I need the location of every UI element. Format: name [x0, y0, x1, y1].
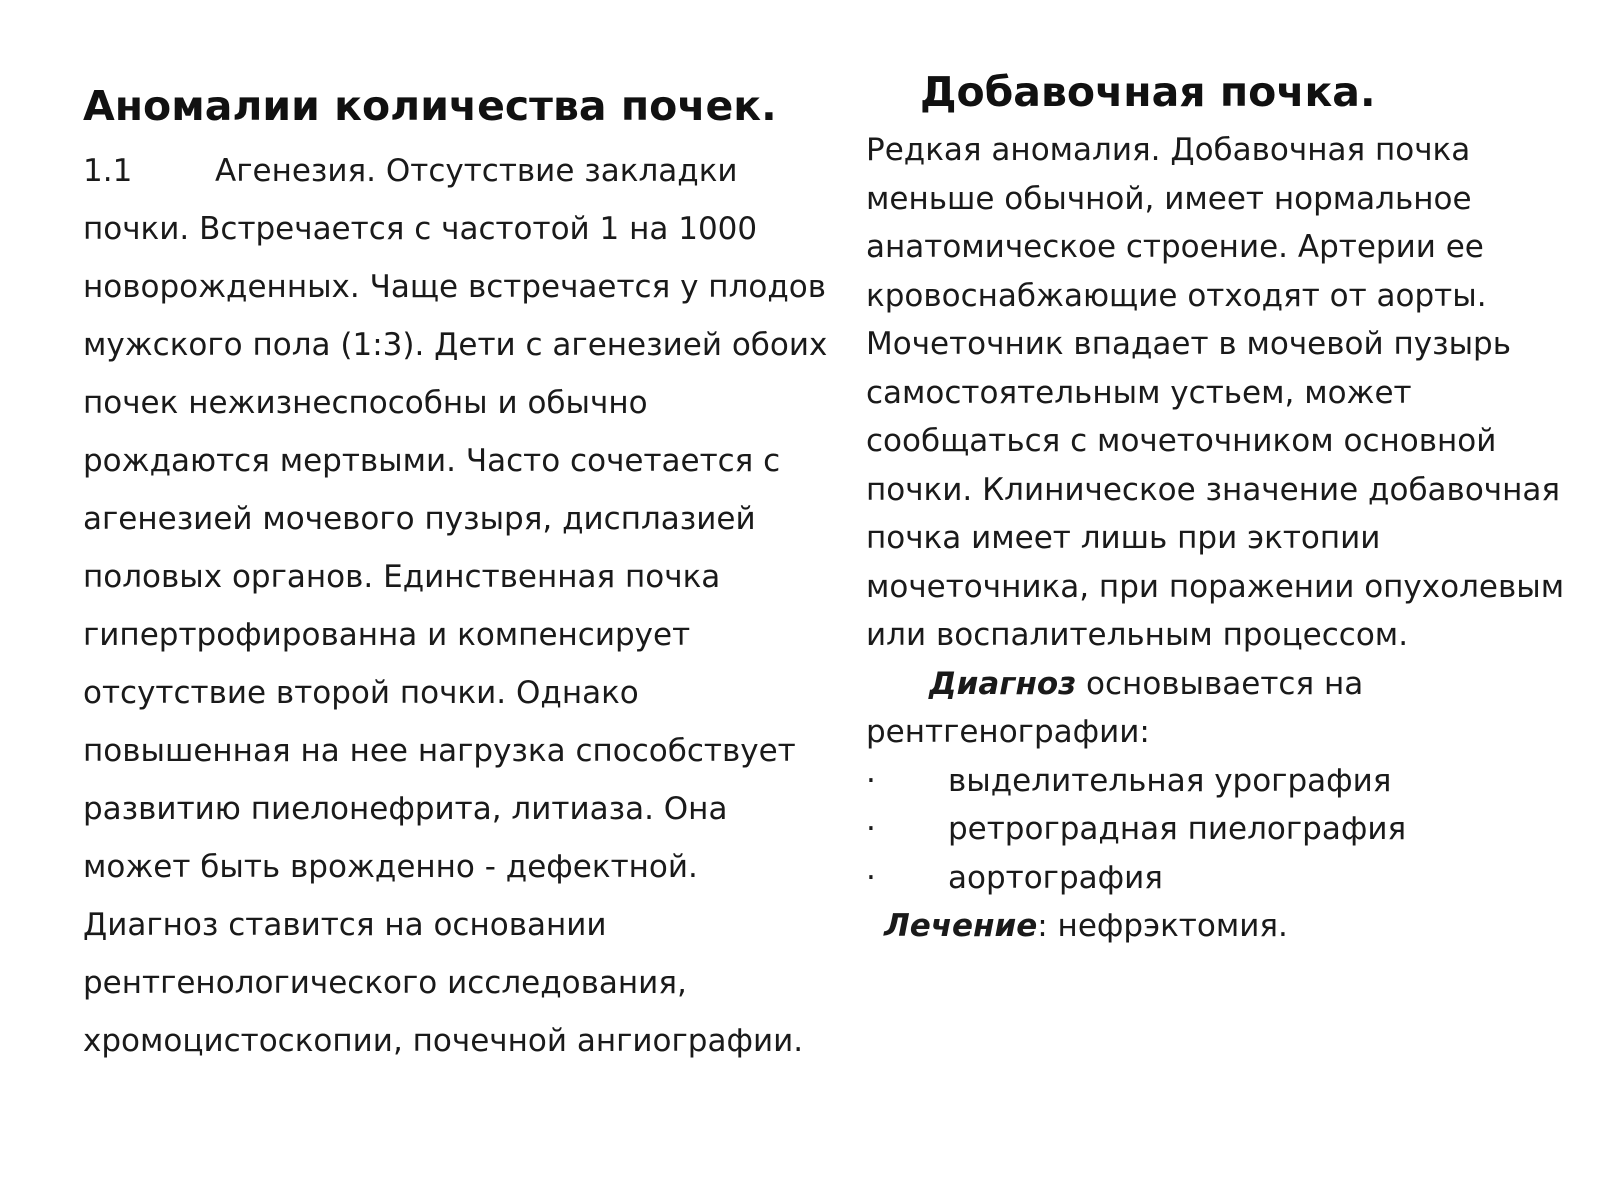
right-heading: Добавочная почка.: [920, 68, 1376, 116]
list-item-text: выделительная урография: [948, 762, 1392, 799]
accessory-kidney-paragraph: Редкая аномалия. Добавочная почка меньше обычной, имеет нормальное анатомическое строение. Артерии ее кровоснабжающие отходят от аорты. Мочеточник впадает в мочевой пузырь самостоятельным устьем, может сообщаться с мочеточником основной почки. Клиническое значение добавочная почка имеет лишь при эктопии мочеточника, при поражении опухолевым или воспалительным процессом.: [866, 132, 1565, 653]
diagnosis-text: основывается на рентгенографии:: [866, 665, 1364, 750]
agenesis-paragraph: [83, 142, 833, 1070]
treatment-text: : нефрэктомия.: [1037, 908, 1288, 944]
list-item-text: аортография: [948, 859, 1163, 896]
list-item: [866, 854, 1566, 903]
left-column: [83, 78, 833, 1070]
bullet-icon: ·: [866, 762, 876, 799]
section-number: 1.1: [83, 153, 133, 189]
right-column: [866, 64, 1566, 951]
diagnosis-label: Диагноз: [929, 665, 1077, 702]
diagnosis-paragraph: [866, 660, 1566, 757]
left-heading: Аномалии количества почек.: [83, 82, 777, 130]
list-item: [866, 757, 1566, 806]
diagnosis-methods-list: [866, 757, 1566, 903]
treatment-label: Лечение: [884, 908, 1038, 944]
bullet-icon: ·: [866, 859, 876, 896]
treatment-paragraph: [884, 902, 1566, 951]
bullet-icon: ·: [866, 811, 876, 847]
agenesis-text: Агенезия. Отсутствие закладки почки. Встречается с частотой 1 на 1000 новорожденных. Чаще встречается у плодов мужского пола (1:3). Дети с агенезией обоих почек нежизнеспособны и обычно рождаются мертвыми. Часто сочетается с агенезией мочевого пузыря, дисплазией половых органов. Единственная почка гипертрофированна и компенсирует отсутствие второй почки. Однако повышенная на нее нагрузка способствует развитию пиелонефрита, литиаза. Она может быть врожденно - дефектной. Диагноз ставится на основании рентгенологического исследования, хромоцистоскопии, почечной ангиографии.: [83, 153, 828, 1059]
list-item-text: ретроградная пиелография: [948, 811, 1407, 847]
list-item: [866, 805, 1566, 854]
